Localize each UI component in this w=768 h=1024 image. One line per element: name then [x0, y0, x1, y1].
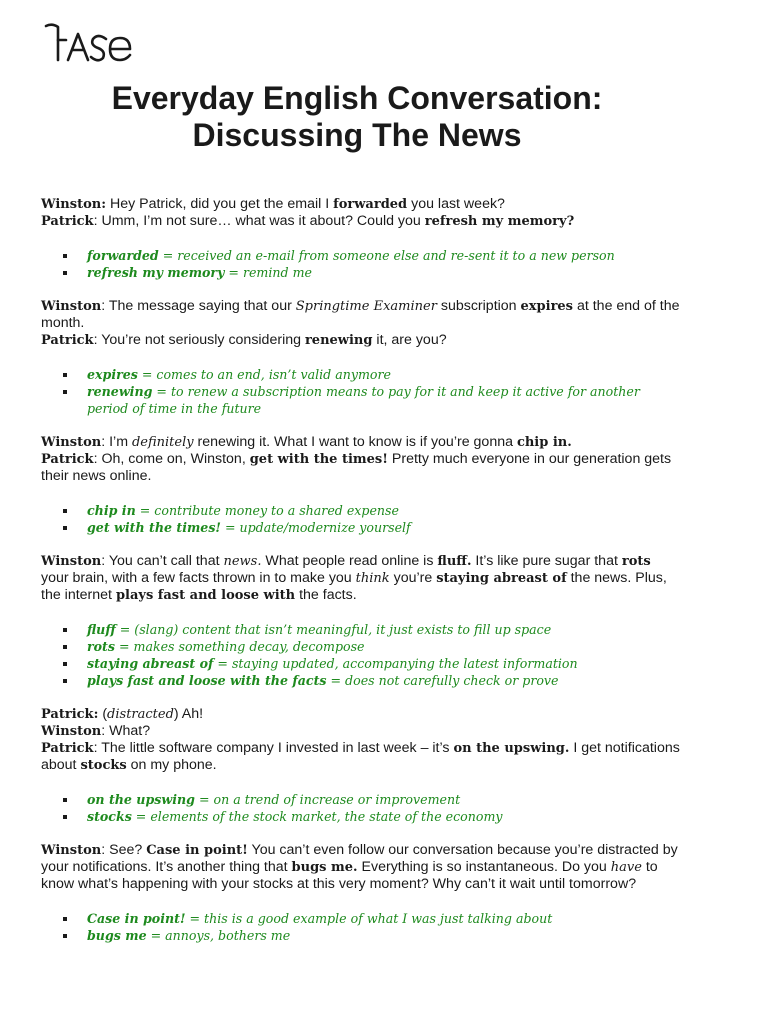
dialogue-text: You can’t even follow our conversation because you’re distracted by your notifications. It’s another thing that [41, 842, 678, 875]
vocabulary-item [87, 621, 681, 638]
dialogue-text: it, are you? [372, 332, 447, 348]
vocabulary-term: Case in point! [87, 911, 186, 926]
vocabulary-term: renewing [87, 384, 153, 399]
emphasis-text: have [610, 860, 642, 875]
key-phrase: chip in. [516, 435, 572, 450]
dialogue-text: : I’m [101, 434, 132, 450]
dialogue-block [41, 298, 681, 349]
dialogue-text: It’s like pure sugar that [471, 553, 622, 569]
dialogue-line [41, 298, 681, 332]
dialogue-text: What people read online is [261, 553, 438, 569]
dialogue-text: to know what’s happening with your stocks at this very moment? Why can’t it wait until tomorrow? [41, 859, 658, 892]
key-phrase: plays fast and loose with [115, 588, 296, 603]
vocabulary-definition: = annoys, bothers me [146, 928, 291, 943]
dialogue-block [41, 553, 681, 604]
vocabulary-term: get with the times! [87, 520, 221, 535]
vocabulary-list [41, 910, 681, 944]
dialogue-block [41, 706, 681, 774]
key-phrase: Case in point! [146, 843, 248, 858]
vocabulary-item [87, 519, 681, 536]
vocabulary-item [87, 638, 681, 655]
dialogue-text: at the end of the month. [41, 298, 680, 331]
key-phrase: renewing [304, 333, 373, 348]
dialogue-text: ) Ah! [173, 706, 204, 722]
speaker-name: Patrick [41, 741, 94, 756]
dialogue-line [41, 842, 681, 893]
vocabulary-item [87, 502, 681, 519]
speaker-name: Winston [41, 299, 102, 314]
speaker-name: Patrick [41, 452, 94, 467]
dialogue-text: : The little software company I invested in last week – it’s [93, 740, 454, 756]
vocabulary-term: chip in [87, 503, 136, 518]
key-phrase: get with the times! [249, 452, 388, 467]
dialogue-block [41, 434, 681, 485]
vocabulary-item [87, 672, 681, 689]
dialogue-block [41, 842, 681, 893]
key-phrase: rots [621, 554, 651, 569]
dialogue-line [41, 451, 681, 485]
vocabulary-definition: = to renew a subscription means to pay for it and keep it active for another period of time in the future [87, 384, 640, 416]
dialogue-line [41, 553, 681, 604]
vocabulary-item [87, 791, 681, 808]
vocabulary-item [87, 366, 681, 383]
vocabulary-term: forwarded [87, 248, 159, 263]
dialogue-text: Pretty much everyone in our generation gets their news online. [41, 451, 672, 484]
key-phrase: on the upswing. [453, 741, 570, 756]
dialogue-line [41, 213, 681, 230]
vocabulary-definition: = on a trend of increase or improvement [194, 792, 461, 807]
fase-logo [42, 22, 134, 64]
dialogue-text: : See? [101, 842, 147, 858]
vocabulary-definition: = makes something decay, decompose [114, 639, 365, 654]
vocabulary-item [87, 247, 681, 264]
speaker-name: Patrick [41, 214, 94, 229]
dialogue-block [41, 196, 681, 230]
dialogue-text: : You’re not seriously considering [93, 332, 305, 348]
dialogue-text: renewing it. What I want to know is if you’re gonna [193, 434, 517, 450]
dialogue-line [41, 332, 681, 349]
emphasis-text: distracted [107, 707, 174, 722]
key-phrase: staying abreast of [436, 571, 567, 586]
key-phrase: refresh my memory? [424, 214, 575, 229]
vocabulary-definition: = update/modernize yourself [220, 520, 411, 535]
vocabulary-term: expires [87, 367, 138, 382]
dialogue-text: the facts. [295, 587, 357, 603]
dialogue-text: : The message saying that our [101, 298, 296, 314]
page-title [0, 80, 714, 154]
dialogue-text: Everything is so instantaneous. Do you [357, 859, 611, 875]
speaker-name: Winston: [41, 197, 107, 212]
vocabulary-definition: = comes to an end, isn’t valid anymore [137, 367, 391, 382]
vocabulary-term: bugs me [87, 928, 147, 943]
key-phrase: forwarded [333, 197, 408, 212]
dialogue-text: : Umm, I’m not sure… what was it about? Could you [93, 213, 425, 229]
dialogue-text: your brain, with a few facts thrown in to make you [41, 570, 356, 586]
emphasis-text: Springtime Examiner [295, 299, 437, 314]
dialogue-text: you’re [389, 570, 437, 586]
dialogue-text: on my phone. [126, 757, 217, 773]
vocabulary-definition: = elements of the stock market, the state of the economy [131, 809, 503, 824]
vocabulary-item [87, 383, 681, 417]
dialogue-line [41, 434, 681, 451]
vocabulary-term: fluff [87, 622, 116, 637]
vocabulary-item [87, 655, 681, 672]
title-line-2: Discussing The News [192, 117, 522, 153]
vocabulary-item [87, 927, 681, 944]
dialogue-text: I get notifications about [41, 740, 680, 773]
key-phrase: expires [520, 299, 574, 314]
dialogue-text: ( [98, 706, 108, 722]
conversation-body [41, 196, 681, 961]
vocabulary-term: staying abreast of [87, 656, 214, 671]
dialogue-text: : What? [101, 723, 151, 739]
emphasis-text: news. [223, 554, 262, 569]
vocabulary-definition: = received an e-mail from someone else and re-sent it to a new person [158, 248, 615, 263]
vocabulary-list [41, 502, 681, 536]
title-line-1: Everyday English Conversation: [111, 80, 603, 116]
vocabulary-term: refresh my memory [87, 265, 225, 280]
dialogue-text: : You can’t call that [101, 553, 224, 569]
key-phrase: stocks [80, 758, 127, 773]
key-phrase: fluff. [437, 554, 472, 569]
speaker-name: Winston [41, 843, 102, 858]
emphasis-text: think [355, 571, 390, 586]
vocabulary-list [41, 791, 681, 825]
dialogue-line [41, 706, 681, 723]
vocabulary-definition: = remind me [224, 265, 312, 280]
vocabulary-list [41, 366, 681, 417]
vocabulary-definition: = contribute money to a shared expense [135, 503, 399, 518]
dialogue-text: : Oh, come on, Winston, [93, 451, 250, 467]
dialogue-line [41, 723, 681, 740]
speaker-name: Winston [41, 724, 102, 739]
vocabulary-term: rots [87, 639, 115, 654]
emphasis-text: definitely [131, 435, 194, 450]
key-phrase: bugs me. [291, 860, 358, 875]
vocabulary-definition: = this is a good example of what I was just talking about [185, 911, 553, 926]
vocabulary-term: stocks [87, 809, 132, 824]
dialogue-line [41, 196, 681, 213]
vocabulary-definition: = staying updated, accompanying the latest information [213, 656, 578, 671]
vocabulary-item [87, 910, 681, 927]
speaker-name: Winston [41, 554, 102, 569]
speaker-name: Patrick: [41, 707, 99, 722]
speaker-name: Patrick [41, 333, 94, 348]
vocabulary-item [87, 264, 681, 281]
dialogue-line [41, 740, 681, 774]
dialogue-text: Hey Patrick, did you get the email I [106, 196, 334, 212]
dialogue-text: you last week? [407, 196, 505, 212]
vocabulary-term: on the upswing [87, 792, 195, 807]
vocabulary-list [41, 247, 681, 281]
vocabulary-term: plays fast and loose with the facts [87, 673, 327, 688]
dialogue-text: subscription [436, 298, 521, 314]
dialogue-text: the news. Plus, the internet [41, 570, 667, 603]
speaker-name: Winston [41, 435, 102, 450]
vocabulary-item [87, 808, 681, 825]
vocabulary-definition: = does not carefully check or prove [326, 673, 559, 688]
vocabulary-list [41, 621, 681, 689]
vocabulary-definition: = (slang) content that isn’t meaningful, it just exists to fill up space [115, 622, 552, 637]
